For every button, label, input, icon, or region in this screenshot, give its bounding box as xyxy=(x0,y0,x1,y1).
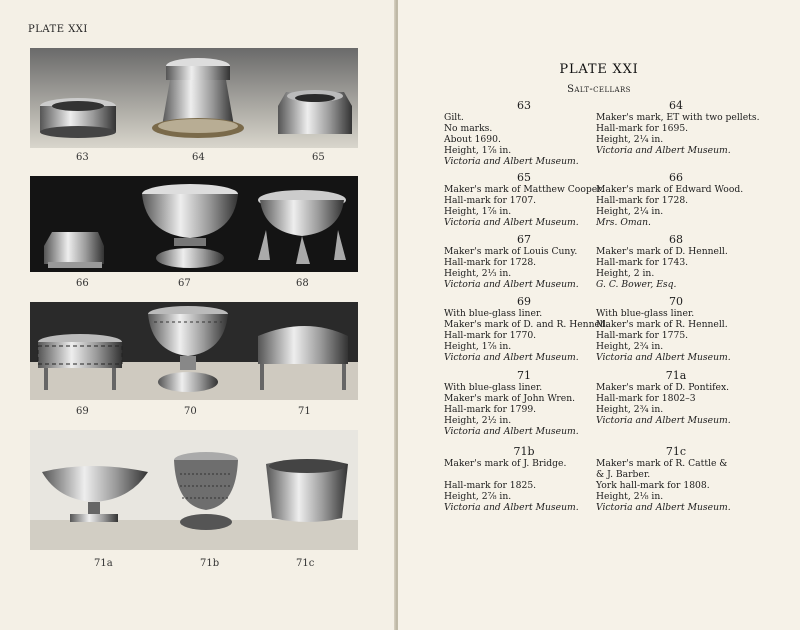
photo-row-3 xyxy=(30,302,358,400)
entry-number: 66 xyxy=(669,171,683,184)
entry-owner: Victoria and Albert Museum. xyxy=(444,156,579,167)
photo-row-1 xyxy=(30,48,358,148)
entry-owner: Victoria and Albert Museum. xyxy=(444,279,579,290)
caption-70: 70 xyxy=(184,406,197,417)
caption-64: 64 xyxy=(192,152,205,163)
caption-69: 69 xyxy=(76,406,89,417)
entry-number: 71a xyxy=(665,369,687,382)
entry-number: 63 xyxy=(517,99,531,112)
entry-64 xyxy=(596,99,760,156)
running-head: PLATE XXI xyxy=(28,24,88,35)
entry-line: Maker's mark of Matthew Cooper. xyxy=(444,184,604,195)
entry-number: 67 xyxy=(517,233,531,246)
entry-71a xyxy=(596,370,756,426)
entry-owner: Mrs. Oman. xyxy=(596,217,651,228)
entry-number: 64 xyxy=(669,99,683,112)
entry-line: Maker's mark of R. Hennell. xyxy=(596,319,728,330)
right-page xyxy=(398,0,800,630)
entry-line: With blue-glass liner. xyxy=(596,308,695,319)
entry-68 xyxy=(596,234,756,290)
entry-number: 71c xyxy=(665,445,687,458)
entry-71 xyxy=(444,370,604,437)
caption-71: 71 xyxy=(298,406,311,417)
entry-line: Hall-mark for 1728. xyxy=(444,257,537,268)
left-page xyxy=(0,0,396,630)
salt-cellar-65 xyxy=(278,90,352,134)
entry-71c xyxy=(596,446,756,513)
salt-cellar-66 xyxy=(44,232,104,268)
entry-66 xyxy=(596,172,756,228)
entry-number: 68 xyxy=(669,233,683,246)
salt-cellar-63 xyxy=(40,98,116,138)
entry-owner: Victoria and Albert Museum. xyxy=(444,426,579,437)
entry-67 xyxy=(444,234,604,290)
plate-subtitle: Salt-cellars xyxy=(567,84,631,95)
entry-line: Hall-mark for 1695. xyxy=(596,123,689,134)
entry-line: Hall-mark for 1743. xyxy=(596,257,689,268)
entry-line: About 1690. xyxy=(444,134,501,145)
entry-line: Hall-mark for 1728. xyxy=(596,195,689,206)
entry-line: Height, 2¼ in. xyxy=(596,206,664,217)
entry-owner: Victoria and Albert Museum. xyxy=(596,352,731,363)
entry-line: Maker's mark of Edward Wood. xyxy=(596,184,744,195)
entry-line: Maker's mark, ET with two pellets. xyxy=(596,112,760,123)
photo-row-4 xyxy=(30,430,358,550)
entry-65 xyxy=(444,172,604,228)
entry-line: Hall-mark for 1799. xyxy=(444,404,537,415)
entry-owner: Victoria and Albert Museum. xyxy=(596,415,731,426)
entry-line: Height, 1⅞ in. xyxy=(444,341,512,352)
caption-67: 67 xyxy=(178,278,191,289)
caption-63: 63 xyxy=(76,152,89,163)
entry-line: Hall-mark for 1770. xyxy=(444,330,537,341)
entry-number: 71 xyxy=(517,369,531,382)
entry-owner: G. C. Bower, Esq. xyxy=(596,279,677,290)
entry-line: Height, 2¾ in. xyxy=(596,404,664,415)
entry-line xyxy=(444,469,604,480)
entry-number: 71b xyxy=(513,445,535,458)
entry-owner: Victoria and Albert Museum. xyxy=(444,217,579,228)
photo-row-2 xyxy=(30,176,358,272)
entry-70 xyxy=(596,296,756,363)
entry-69 xyxy=(444,295,609,363)
entry-line: Hall-mark for 1775. xyxy=(596,330,689,341)
entry-line: Gilt. xyxy=(444,112,464,123)
caption-68: 68 xyxy=(296,278,309,289)
caption-66: 66 xyxy=(76,278,89,289)
entry-line: York hall-mark for 1808. xyxy=(596,480,710,491)
entry-71b xyxy=(444,446,604,513)
entry-line: Height, 2 in. xyxy=(596,268,655,279)
entry-line: Height, 2⅞ in. xyxy=(444,491,512,502)
entry-63 xyxy=(444,100,604,167)
salt-cellar-71c xyxy=(266,459,348,522)
caption-71c: 71c xyxy=(296,558,315,569)
entry-line: Maker's mark of D. Pontifex. xyxy=(596,382,730,393)
plate-title: PLATE XXI xyxy=(559,62,639,77)
entry-owner: Victoria and Albert Museum. xyxy=(596,502,731,513)
entry-owner: Victoria and Albert Museum. xyxy=(444,502,579,513)
entry-line: Height, 2⅓ in. xyxy=(444,268,512,279)
caption-65: 65 xyxy=(312,152,325,163)
entry-line: Hall-mark for 1707. xyxy=(444,195,537,206)
entry-line: Maker's mark of Louis Cuny. xyxy=(444,246,578,257)
caption-71a: 71a xyxy=(94,558,113,569)
entry-line: Maker's mark of John Wren. xyxy=(444,393,576,404)
entry-line: Height, 1⅞ in. xyxy=(444,145,512,156)
salt-cellar-71b xyxy=(174,452,238,530)
caption-71b: 71b xyxy=(200,558,220,569)
entry-line: With blue-glass liner. xyxy=(444,308,543,319)
entry-number: 65 xyxy=(517,171,531,184)
entry-line: Maker's mark of R. Cattle & xyxy=(596,458,728,469)
entry-number: 69 xyxy=(517,295,531,308)
entry-line: Height, 2¾ in. xyxy=(596,341,664,352)
entry-line: Maker's mark of D. Hennell. xyxy=(596,246,728,257)
entry-owner: Victoria and Albert Museum. xyxy=(444,352,579,363)
entry-line: With blue-glass liner. xyxy=(444,382,543,393)
entry-line: Maker's mark of J. Bridge. xyxy=(444,458,567,469)
entry-line: Maker's mark of D. and R. Hennell. xyxy=(444,319,609,330)
entry-line: Height, 2⅛ in. xyxy=(596,491,664,502)
entry-line: Hall-mark for 1802–3 xyxy=(596,393,696,404)
entry-line: Height, 2½ in. xyxy=(444,415,512,426)
entry-line: Hall-mark for 1825. xyxy=(444,480,537,491)
entry-line: Height, 2¼ in. xyxy=(596,134,664,145)
entry-line: No marks. xyxy=(444,123,493,134)
entry-owner: Victoria and Albert Museum. xyxy=(596,145,731,156)
entry-line: Height, 1⅞ in. xyxy=(444,206,512,217)
entry-line: & J. Barber. xyxy=(596,469,651,480)
entry-number: 70 xyxy=(669,295,683,308)
